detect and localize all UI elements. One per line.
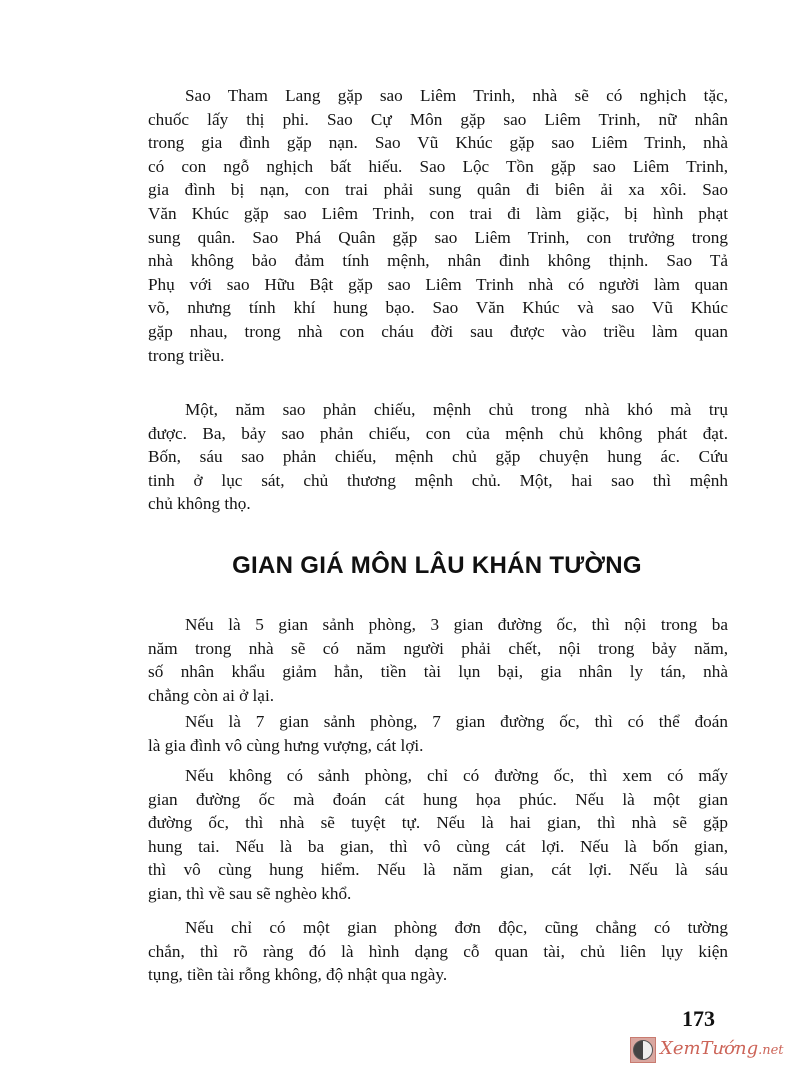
text-line: được. Ba, bảy sao phản chiếu, con của mệnh chủ không phát đạt. [148,423,728,443]
yin-yang-icon [630,1037,656,1063]
text-line: đường ốc, thì nhà sẽ tuyệt tự. Nếu là hai gian, thì nhà sẽ gặp [148,813,728,833]
text-line: có con ngỗ nghịch bất hiếu. Sao Lộc Tồn gặp sao Liêm Trinh, [148,156,728,176]
text-line: Một, năm sao phản chiếu, mệnh chủ trong nhà khó mà trụ [185,400,728,419]
text-line: năm trong nhà sẽ có năm người phải chết, nội trong bảy năm, [148,638,728,658]
text-line: gian, thì về sau sẽ nghèo khổ. [148,883,352,903]
page-number: 173 [682,1006,715,1031]
text-line: Bốn, sáu sao phản chiếu, mệnh chủ gặp chuyện hung ác. Cứu [148,447,728,467]
text-line: nhà không bảo đảm tính mệnh, nhân đinh không thịnh. Sao Tả [148,251,728,271]
text-line: Sao Tham Lang gặp sao Liêm Trinh, nhà sẽ có nghịch tặc, [185,86,728,105]
text-line: chuốc lấy thị phi. Sao Cự Môn gặp sao Liêm Trinh, nữ nhân [148,109,728,129]
text-line: Nếu chỉ có một gian phòng đơn độc, cũng chẳng có tường [185,918,728,937]
text-line: chẳng còn ai ở lại. [148,685,275,705]
paragraph [148,613,728,707]
text-line: sung quân. Sao Phá Quân gặp sao Liêm Trinh, con trưởng trong [148,227,728,247]
text-line: Nếu không có sảnh phòng, chỉ có đường ốc, thì xem có mấy [185,766,728,785]
watermark-text: XemTướng.net [660,1038,784,1059]
text-line: chắn, thì rõ ràng đó là hình dạng cỗ quan tài, chủ liên lụy kiện [148,941,728,961]
text-line: Phụ với sao Hữu Bật gặp sao Liêm Trinh nhà có người làm quan [148,274,728,294]
text-line: hung tai. Nếu là ba gian, thì vô cùng cát lợi. Nếu là bốn gian, [148,836,728,856]
watermark-logo [630,1037,784,1063]
section-heading: GIAN GIÁ MÔN LÂU KHÁN TƯỜNG [232,552,642,579]
paragraph [148,764,728,906]
text-line: Nếu là 5 gian sảnh phòng, 3 gian đường ốc, thì nội trong ba [185,615,728,634]
text-line: võ, nhưng tính khí hung bạo. Sao Văn Khúc và sao Vũ Khúc [148,298,728,318]
text-line: trong triều. [148,345,225,365]
text-line: là gia đình vô cùng hưng vượng, cát lợi. [148,735,424,755]
paragraph [148,710,728,757]
paragraph [148,398,728,516]
text-line: tụng, tiền tài rỗng không, độ nhật qua ngày. [148,965,448,985]
text-line: Nếu là 7 gian sảnh phòng, 7 gian đường ốc, thì có thể đoán [185,712,728,731]
paragraph [148,916,728,987]
text-line: chủ không thọ. [148,494,251,514]
text-line: Văn Khúc gặp sao Liêm Trinh, con trai đi làm giặc, bị hình phạt [148,203,728,223]
text-line: số nhân khẩu giảm hẳn, tiền tài lụn bại, gia nhân ly tán, nhà [148,662,728,682]
paragraph [148,84,728,367]
text-line: gặp nhau, trong nhà con cháu đời sau được vào triều làm quan [148,321,728,341]
text-line: thì vô cùng hung hiểm. Nếu là năm gian, cát lợi. Nếu là sáu [148,860,728,880]
text-line: gia đình bị nạn, con trai phải sung quân đi biên ải xa xôi. Sao [148,180,728,200]
text-line: tinh ở lục sát, chủ thương mệnh chủ. Một, hai sao thì mệnh [148,470,728,490]
text-line: trong gia đình gặp nạn. Sao Vũ Khúc gặp sao Liêm Trinh, nhà [148,133,728,153]
text-line: gian đường ốc mà đoán cát hung họa phúc. Nếu là một gian [148,789,728,809]
